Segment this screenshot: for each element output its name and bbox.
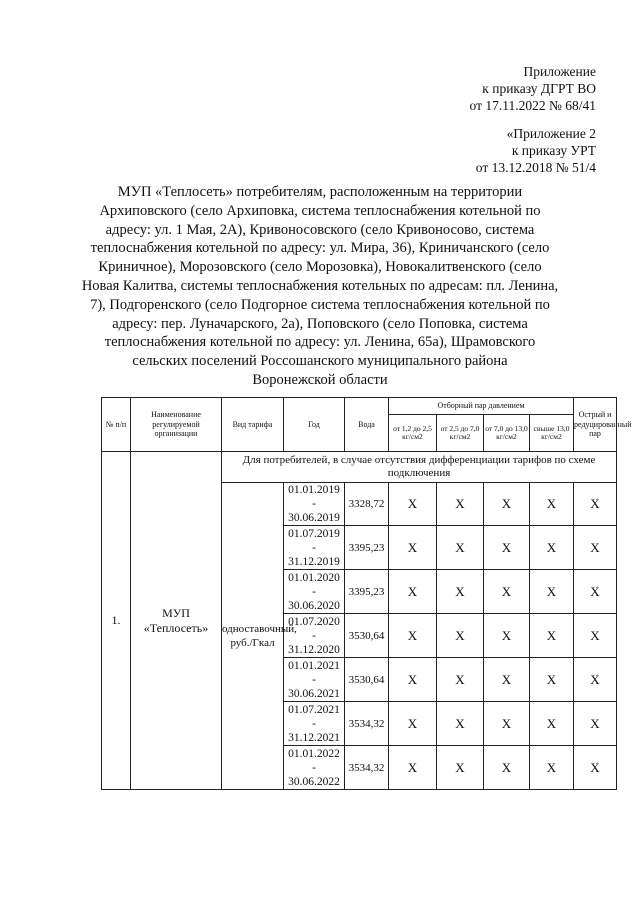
org-name: МУП «Теплосеть» [131, 452, 222, 790]
period-dash: - [312, 761, 316, 774]
x-cell: X [389, 702, 437, 746]
x-cell: X [484, 702, 530, 746]
title-line: Воронежской области [252, 371, 388, 388]
title-line: 7), Подгоренского (село Подгорное система теплоснабжения котельной по [90, 296, 550, 313]
period-dash: - [312, 717, 316, 730]
header-row [102, 398, 617, 415]
x-cell: X [574, 702, 617, 746]
period-cell [284, 614, 345, 658]
appendix-1-block [470, 63, 596, 114]
period-to: 31.12.2019 [288, 555, 340, 568]
x-cell: X [530, 614, 574, 658]
period-to: 30.06.2022 [288, 775, 340, 788]
water-value: 3530,64 [345, 658, 389, 702]
x-cell: X [530, 526, 574, 570]
x-cell: X [437, 702, 484, 746]
period-cell [284, 746, 345, 790]
appendix-1-line: от 17.11.2022 № 68/41 [469, 98, 596, 113]
period-cell [284, 570, 345, 614]
header-steam-1: от 1,2 до 2,5 кг/см2 [389, 415, 437, 452]
x-cell: X [389, 614, 437, 658]
x-cell: X [389, 483, 437, 526]
appendix-1-line: Приложение [523, 64, 596, 79]
title-line: МУП «Теплосеть» потребителям, расположенным на территории [117, 184, 523, 200]
document-title [74, 183, 566, 390]
span-row [102, 452, 617, 483]
x-cell: X [484, 483, 530, 526]
x-cell: X [530, 483, 574, 526]
period-to: 30.06.2019 [288, 512, 340, 524]
tariff-table [101, 397, 632, 790]
water-value: 3534,32 [345, 746, 389, 790]
period-to: 30.06.2021 [288, 687, 340, 700]
header-year: Год [284, 398, 345, 452]
appendix-2-block [476, 125, 596, 176]
title-line: адресу: пер. Луначарского, 2а), Поповского (село Поповка, система [112, 315, 528, 332]
period-dash: - [312, 629, 316, 642]
x-cell: X [389, 746, 437, 790]
x-cell: X [530, 658, 574, 702]
appendix-1-line: к приказу ДГРТ ВО [482, 81, 596, 96]
x-cell: X [437, 483, 484, 526]
x-cell: X [574, 483, 617, 526]
x-cell: X [437, 526, 484, 570]
title-line: теплоснабжения котельной по адресу: ул. Мира, 36), Криничанского (село [90, 240, 550, 257]
water-value: 3534,32 [345, 702, 389, 746]
period-from: 01.01.2019 [288, 484, 340, 496]
x-cell: X [484, 614, 530, 658]
period-cell [284, 483, 345, 526]
period-from: 01.01.2022 [288, 747, 340, 760]
x-cell: X [574, 614, 617, 658]
header-org: Наименование регулируемой организации [131, 398, 222, 452]
x-cell: X [530, 702, 574, 746]
x-cell: X [389, 526, 437, 570]
water-value: 3328,72 [345, 483, 389, 526]
period-from: 01.07.2020 [288, 615, 340, 628]
x-cell: X [389, 658, 437, 702]
appendix-2-line: «Приложение 2 [506, 126, 596, 141]
x-cell: X [484, 570, 530, 614]
header-sharp-steam: Острый и редуцированный пар [574, 398, 617, 452]
period-dash: - [312, 673, 316, 686]
period-to: 31.12.2020 [288, 643, 340, 656]
water-value: 3395,23 [345, 570, 389, 614]
header-water: Вода [345, 398, 389, 452]
period-to: 31.12.2021 [288, 731, 340, 744]
period-to: 30.06.2020 [288, 599, 340, 612]
appendix-2-line: от 13.12.2018 № 51/4 [475, 160, 596, 175]
header-num: № п/п [102, 398, 131, 452]
period-cell [284, 702, 345, 746]
x-cell: X [574, 570, 617, 614]
title-line: Новая Калитва, системы теплоснабжения котельных по адресам: пл. Ленина, [81, 277, 559, 294]
title-line: сельских поселений Россошанского муниципального района [132, 353, 508, 370]
header-steam-group: Отборный пар давлением [389, 398, 574, 415]
x-cell: X [437, 614, 484, 658]
title-line: адресу: ул. 1 Мая, 2А), Кривоносовского (село Кривоносово, система [105, 221, 535, 238]
header-steam-3: от 7,0 до 13,0 кг/см2 [484, 415, 530, 452]
period-from: 01.07.2019 [288, 527, 340, 540]
header-tariff-type: Вид тарифа [222, 398, 284, 452]
x-cell: X [389, 570, 437, 614]
x-cell: X [484, 658, 530, 702]
header-steam-4: свыше 13,0 кг/см2 [530, 415, 574, 452]
water-value: 3530,64 [345, 614, 389, 658]
consumer-note: Для потребителей, в случае отсутствия дифференциации тарифов по схеме подключения [222, 452, 617, 483]
title-line: Криничное), Морозовского (село Морозовка), Новокалитвенского (село [98, 259, 542, 276]
title-line: Архиповского (село Архиповка, система теплоснабжения котельной по [99, 202, 541, 219]
water-value: 3395,23 [345, 526, 389, 570]
period-dash: - [312, 498, 316, 510]
x-cell: X [574, 526, 617, 570]
x-cell: X [437, 658, 484, 702]
title-line: теплоснабжения котельной по адресу: ул. Ленина, 65а), Шрамовского [104, 334, 536, 351]
x-cell: X [530, 746, 574, 790]
x-cell: X [574, 658, 617, 702]
x-cell: X [530, 570, 574, 614]
x-cell: X [437, 570, 484, 614]
x-cell: X [484, 746, 530, 790]
period-from: 01.01.2020 [288, 571, 340, 584]
period-from: 01.07.2021 [288, 703, 340, 716]
tariff-type: одноставочный, руб./Гкал [222, 483, 284, 790]
period-dash: - [312, 585, 316, 598]
period-from: 01.01.2021 [288, 659, 340, 672]
period-cell [284, 658, 345, 702]
header-steam-2: от 2,5 до 7,0 кг/см2 [437, 415, 484, 452]
x-cell: X [484, 526, 530, 570]
appendix-2-line: к приказу УРТ [511, 143, 596, 158]
period-dash: - [312, 541, 316, 554]
x-cell: X [437, 746, 484, 790]
x-cell: X [574, 746, 617, 790]
period-cell [284, 526, 345, 570]
row-number: 1. [102, 452, 131, 790]
